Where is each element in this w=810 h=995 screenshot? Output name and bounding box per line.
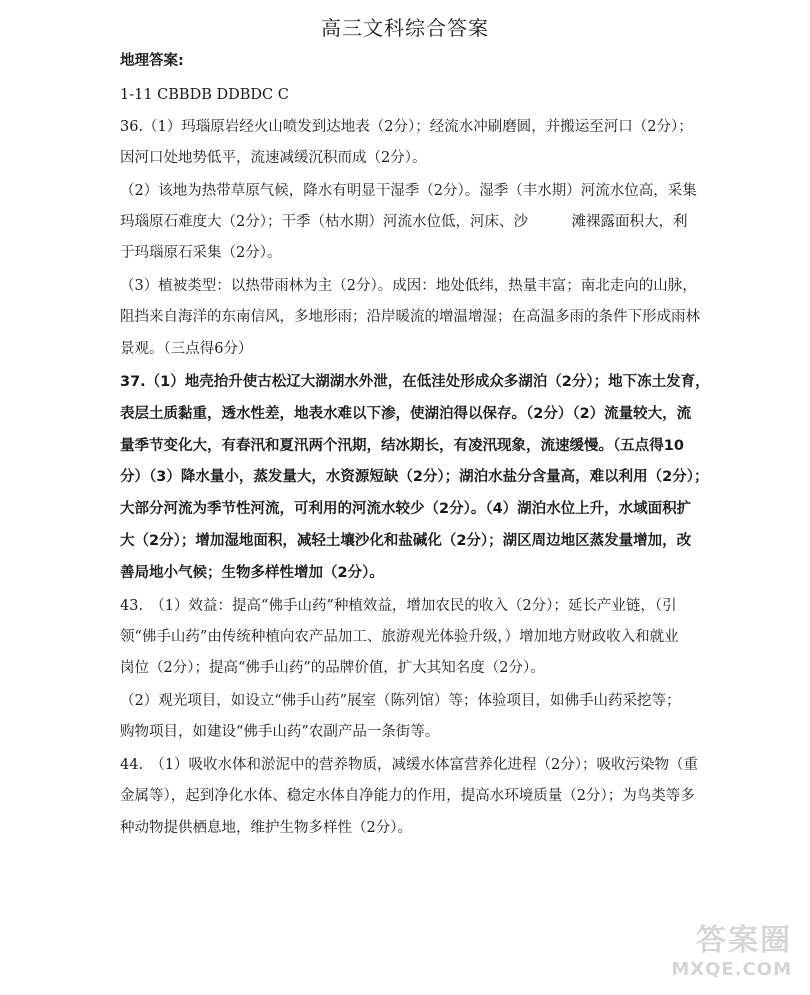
answer-line: 表层土质黏重，透水性差，地表水难以下渗，使湖泊得以保存。（2分）（2）流量较大，流 bbox=[120, 406, 692, 422]
watermark-logo bbox=[662, 915, 792, 987]
answer-line: （2）该地为热带草原气候，降水有明显干湿季（2分）。湿季（丰水期）河流水位高，采集 bbox=[120, 183, 697, 199]
answer-line: 大（2分）；增加湿地面积，减轻土壤沙化和盐碱化（2分）；湖区周边地区蒸发量增加，改 bbox=[120, 533, 692, 549]
answer-line: 37.（1）地壳抬升使古松辽大湖湖水外泄，在低洼处形成众多湖泊（2分）；地下冻土发育， bbox=[120, 374, 710, 390]
answer-line: 于玛瑙原石采集（2分）。 bbox=[120, 245, 282, 261]
answer-line: 岗位（2分）；提高“佛手山药”的品牌价值，扩大其知名度（2分）。 bbox=[120, 660, 545, 676]
answer-line: 大部分河流为季节性河流，可利用的河流水较少（2分）。（4）湖泊水位上升，水域面积扩 bbox=[120, 501, 692, 517]
answer-line: 阻挡来自海洋的东南信风，多地形雨；沿岸暖流的增温增湿；在高温多雨的条件下形成雨林 bbox=[120, 309, 700, 325]
answer-line: 量季节变化大，有春汛和夏汛两个汛期，结冰期长，有凌汛现象，流速缓慢。（五点得10 bbox=[120, 438, 684, 454]
answer-line: 景观。（三点得6分） bbox=[120, 341, 253, 357]
answer-line: （2）观光项目，如设立“佛手山药”展室（陈列馆）等；体验项目，如佛手山药采挖等； bbox=[120, 693, 681, 709]
section-label: 地理答案: bbox=[120, 53, 184, 69]
watermark-bottom-text: MXQE.COM bbox=[671, 959, 792, 980]
page-title: 高三文科综合答案 bbox=[321, 16, 489, 40]
answer-line: 44. （1）吸收水体和淤泥中的营养物质，减缓水体富营养化进程（2分）；吸收污染物（重 bbox=[120, 757, 699, 773]
answer-line: （3）植被类型：以热带雨林为主（2分）。成因：地处低纬，热量丰富；南北走向的山脉， bbox=[120, 278, 697, 294]
answer-line: 领“佛手山药”由传统种植向农产品加工、旅游观光体验升级，）增加地方财政收入和就业 bbox=[120, 629, 679, 645]
answer-line: 购物项目，如建设“佛手山药”农副产品一条街等。 bbox=[120, 724, 440, 740]
answer-line: 善局地小气候；生物多样性增加（2分）。 bbox=[120, 565, 384, 581]
answer-line: 金属等），起到净化水体、稳定水体自净能力的作用，提高水环境质量（2分）；为鸟类等多 bbox=[120, 788, 695, 804]
answer-line: 36.（1）玛瑙原岩经火山喷发到达地表（2分）；经流水冲刷磨圆，并搬运至河口（2分）； bbox=[120, 119, 693, 135]
watermark-top-text: 答案圈 bbox=[696, 923, 792, 958]
answer-line: 玛瑙原石难度大（2分）；干季（枯水期）河流水位低，河床、沙 滩裸露面积大，利 bbox=[120, 214, 688, 230]
choice-answers: 1-11 CBBDB DDBDC C bbox=[120, 87, 289, 103]
answer-line: 分）（3）降水量小，蒸发量大，水资源短缺（2分）；湖泊水盐分含量高，难以利用（2分）； bbox=[120, 469, 709, 485]
answer-line: 因河口处地势低平，流速减缓沉积而成（2分）。 bbox=[120, 150, 427, 166]
answer-line: 43. （1）效益：提高“佛手山药”种植效益，增加农民的收入（2分）；延长产业链，（引 bbox=[120, 598, 677, 614]
answer-line: 种动物提供栖息地，维护生物多样性（2分）。 bbox=[120, 820, 412, 836]
